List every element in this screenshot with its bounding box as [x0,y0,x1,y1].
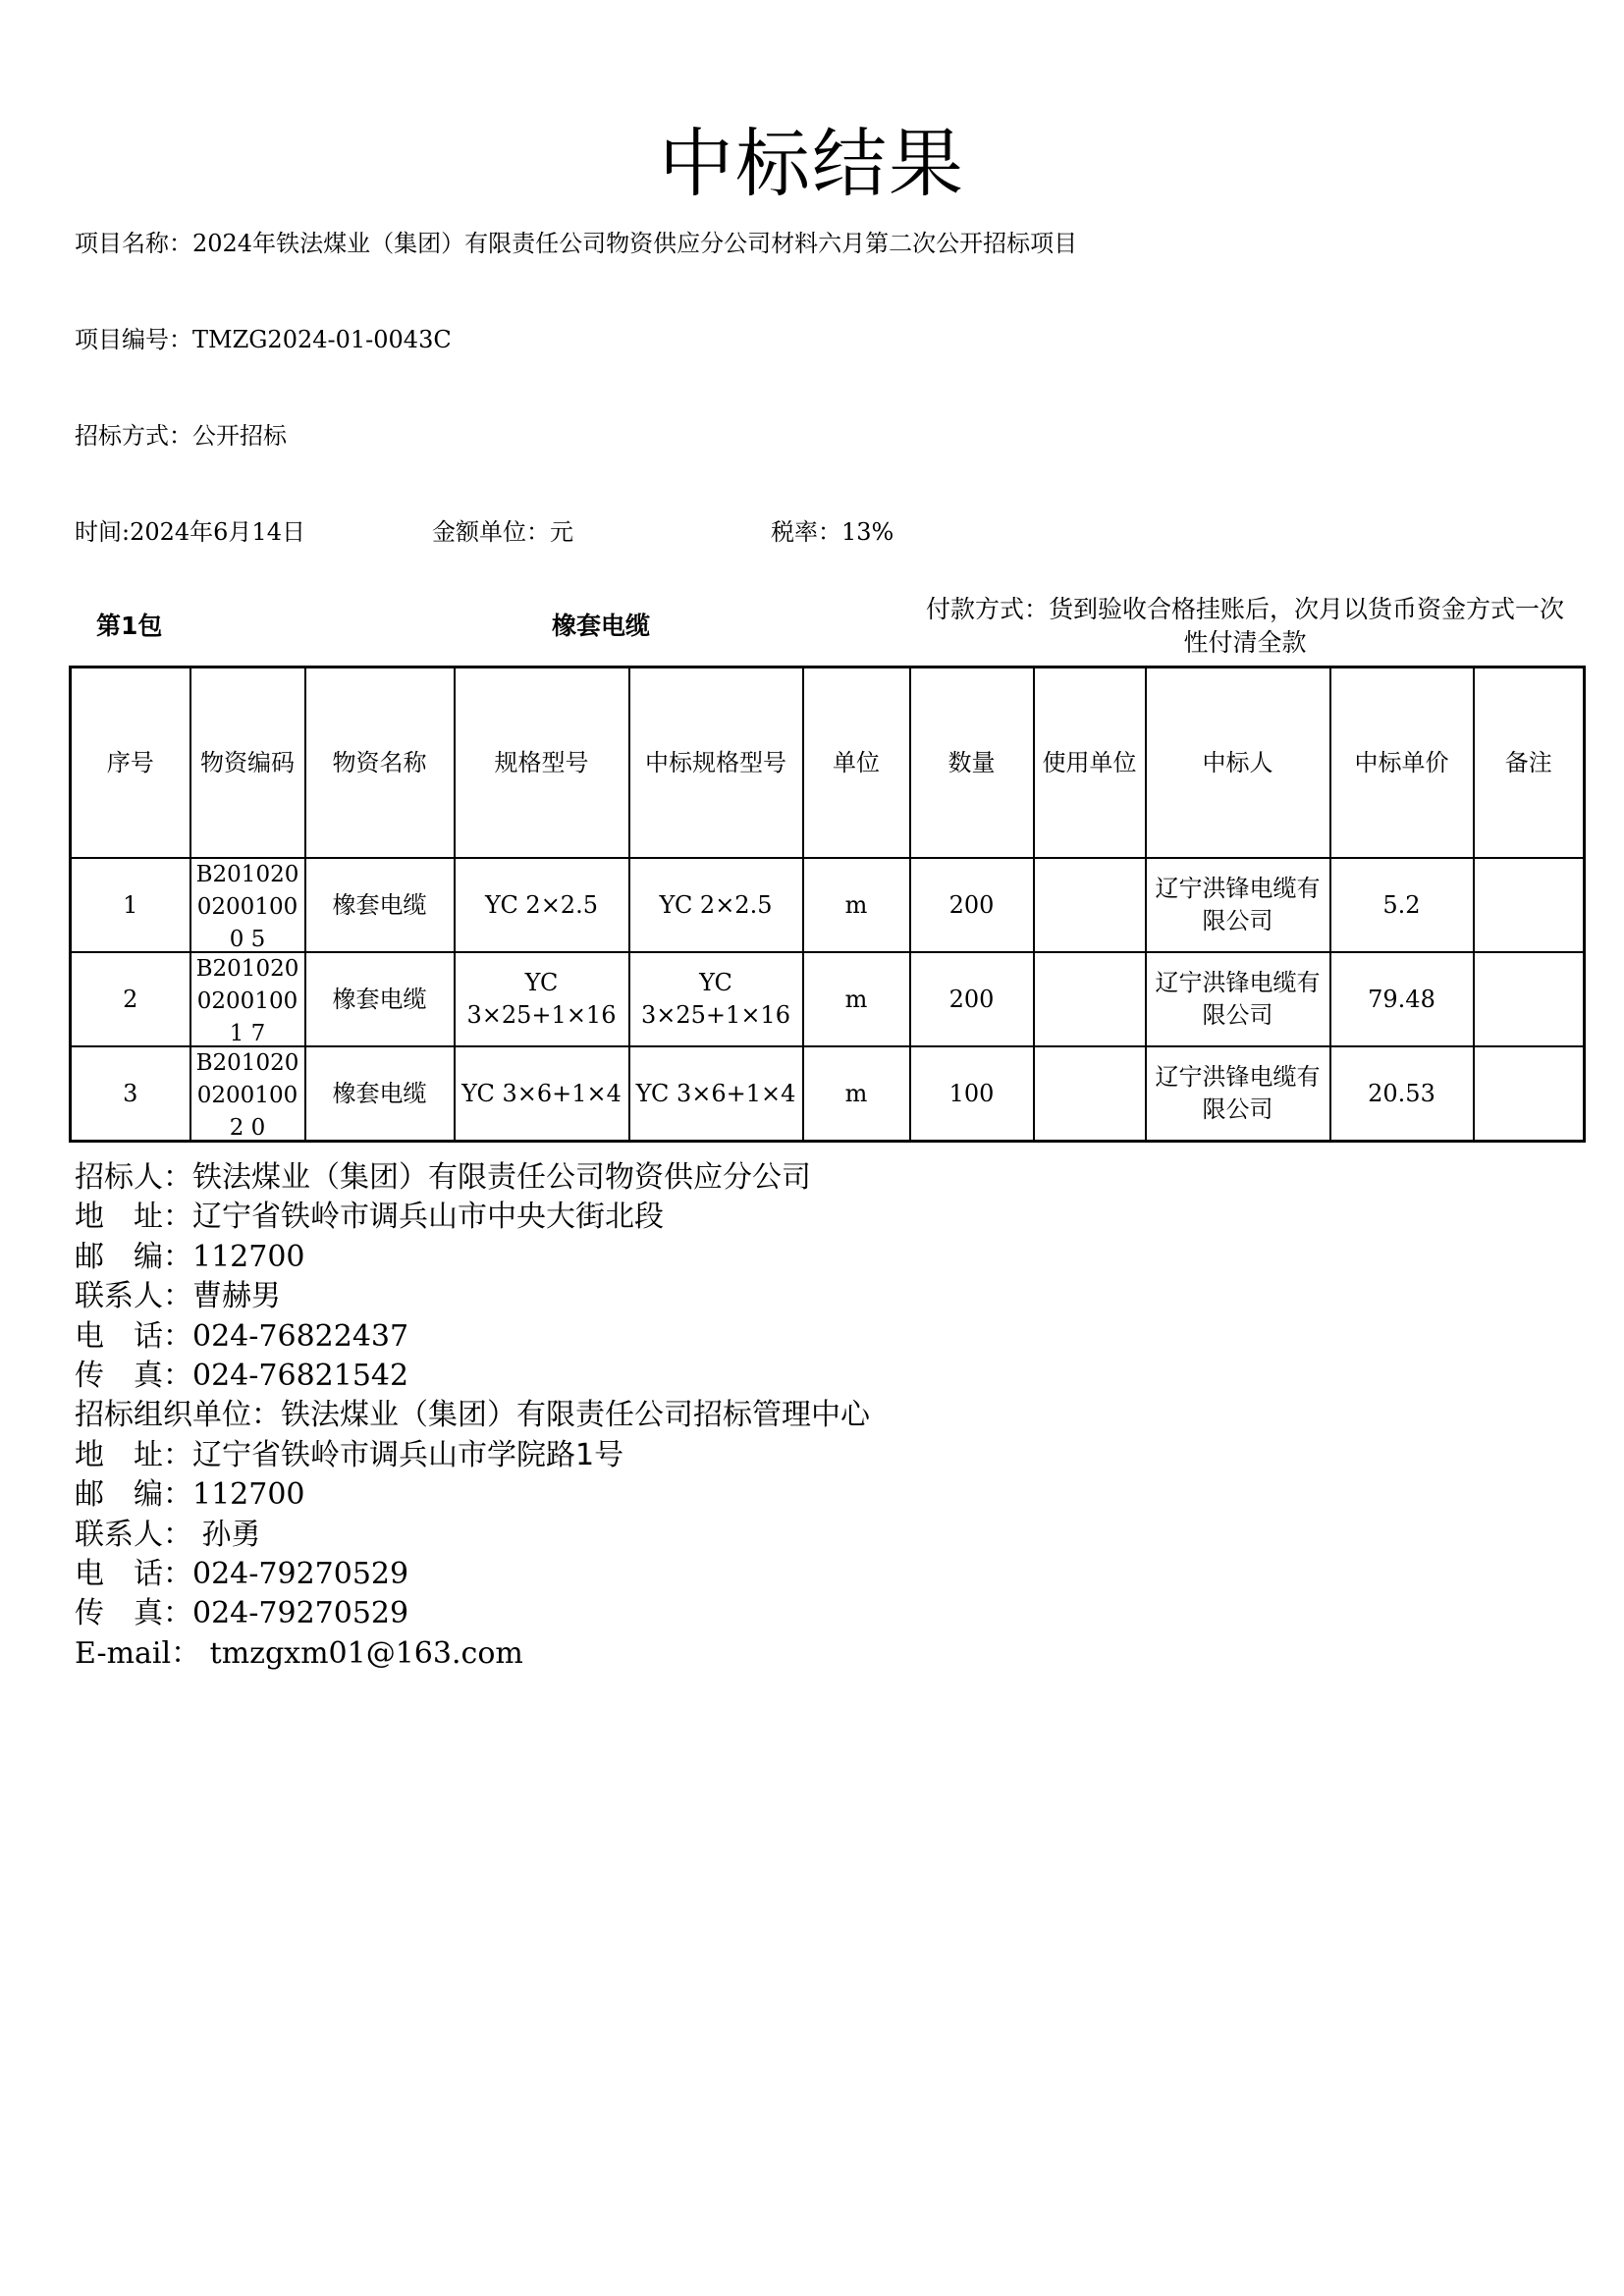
tenderer-fax-line [75,1357,870,1396]
agency-fax-line [75,1594,870,1633]
contact-value: 024-79270529 [192,1557,409,1592]
agency-email-line[interactable] [75,1634,870,1674]
header-cell: 使用单位 [1034,667,1146,859]
contact-label: 电 话： [75,1557,192,1592]
unit-cell: m [803,1046,910,1142]
material-code-cell [190,952,305,1046]
user-unit-cell [1034,952,1146,1046]
contact-value: 辽宁省铁岭市调兵山市中央大街北段 [192,1200,664,1235]
contact-label: 联系人： [75,1517,192,1552]
spec-cell: YC 3×6+1×4 [455,1046,629,1142]
material-code-cell [190,1046,305,1142]
winner-cell: 辽宁洪锋电缆有限公司 [1146,1046,1330,1142]
agency-postcode-line [75,1475,870,1515]
agency-address-line [75,1436,870,1475]
remark-cell [1474,858,1585,952]
tenderer-address-line [75,1198,870,1237]
contact-label: 传 真： [75,1359,192,1394]
seq-cell: 2 [71,952,190,1046]
header-cell: 物资编码 [190,667,305,859]
contact-value: 铁法煤业（集团）有限责任公司物资供应分公司 [192,1160,811,1195]
contact-value: 辽宁省铁岭市调兵山市学院路1号 [192,1437,624,1472]
table-row [71,858,1585,952]
remark-cell [1474,952,1585,1046]
header-cell: 中标人 [1146,667,1330,859]
unit-cell: m [803,952,910,1046]
announcement-time: 时间:2024年6月14日 [75,518,305,546]
seq-cell: 1 [71,858,190,952]
table-header-row [71,667,1585,859]
table-row [71,1046,1585,1142]
contact-value: 112700 [192,1239,305,1274]
awarded-spec-cell: YC 2×2.5 [629,858,803,952]
tenderer-line [75,1158,870,1198]
contact-label: 地 址： [75,1200,192,1235]
payment-terms: 付款方式：货到验收合格挂账后，次月以货币资金方式一次性付清全款 [925,595,1564,657]
user-unit-cell [1034,858,1146,952]
material-code: B20102002001001 7 [195,956,299,1045]
material-code: B20102002001002 0 [195,1050,299,1140]
email-link[interactable]: tmzgxm01@163.com [200,1635,523,1671]
contact-value: 孙勇 [192,1517,261,1552]
quantity-cell: 200 [910,952,1034,1046]
agency-contact-person-line [75,1516,870,1555]
header-cell: 数量 [910,667,1034,859]
contact-value: 曹赫男 [192,1279,281,1314]
header-cell: 单位 [803,667,910,859]
tax-rate: 税率：13% [771,518,894,546]
material-name-cell: 橡套电缆 [305,858,455,952]
contact-value: 铁法煤业（集团）有限责任公司招标管理中心 [281,1398,870,1433]
project-number: 项目编号：TMZG2024-01-0043C [75,326,452,353]
header-cell: 序号 [71,667,190,859]
page-title: 中标结果 [659,120,965,207]
seq-cell: 3 [71,1046,190,1142]
contact-label: E-mail： [75,1635,201,1671]
contact-label: 电 话： [75,1318,192,1354]
material-code: B20102002001000 5 [195,862,299,951]
bid-method: 招标方式：公开招标 [75,422,287,450]
header-cell: 规格型号 [455,667,629,859]
unit-price-cell: 5.2 [1330,858,1474,952]
material-code-cell [190,858,305,952]
awarded-spec-cell: YC 3×25+1×16 [629,952,803,1046]
contact-value: 024-76822437 [192,1318,409,1354]
tenderer-postcode-line [75,1238,870,1277]
tenderer-contact-person-line [75,1277,870,1316]
spec-cell: YC 3×25+1×16 [455,952,629,1046]
table-row [71,952,1585,1046]
header-cell: 中标单价 [1330,667,1474,859]
unit-cell: m [803,858,910,952]
award-table [69,666,1586,1143]
contact-label: 联系人： [75,1279,192,1314]
spec-cell: YC 2×2.5 [455,858,629,952]
agency-line [75,1396,870,1435]
header-cell: 备注 [1474,667,1585,859]
material-name-cell: 橡套电缆 [305,952,455,1046]
package-label: 第1包 [96,612,163,640]
contact-label: 传 真： [75,1596,192,1631]
remark-cell [1474,1046,1585,1142]
tenderer-phone-line [75,1317,870,1357]
contact-label: 邮 编： [75,1239,192,1274]
contact-block [75,1158,870,1674]
header-cell: 中标规格型号 [629,667,803,859]
contact-value: 112700 [192,1477,305,1513]
contact-label: 地 址： [75,1437,192,1472]
contact-label: 招标人： [75,1160,192,1195]
material-name-cell: 橡套电缆 [305,1046,455,1142]
package-name: 橡套电缆 [552,612,651,640]
contact-label: 招标组织单位： [75,1398,281,1433]
agency-phone-line [75,1555,870,1594]
quantity-cell: 100 [910,1046,1034,1142]
winner-cell: 辽宁洪锋电缆有限公司 [1146,858,1330,952]
contact-label: 邮 编： [75,1477,192,1513]
currency-unit: 金额单位：元 [432,518,573,546]
contact-value: 024-79270529 [192,1596,409,1631]
winner-cell: 辽宁洪锋电缆有限公司 [1146,952,1330,1046]
project-name: 项目名称：2024年铁法煤业（集团）有限责任公司物资供应分公司材料六月第二次公开招标项目 [75,230,1078,257]
awarded-spec-cell: YC 3×6+1×4 [629,1046,803,1142]
quantity-cell: 200 [910,858,1034,952]
contact-value: 024-76821542 [192,1359,409,1394]
header-cell: 物资名称 [305,667,455,859]
user-unit-cell [1034,1046,1146,1142]
unit-price-cell: 79.48 [1330,952,1474,1046]
unit-price-cell: 20.53 [1330,1046,1474,1142]
